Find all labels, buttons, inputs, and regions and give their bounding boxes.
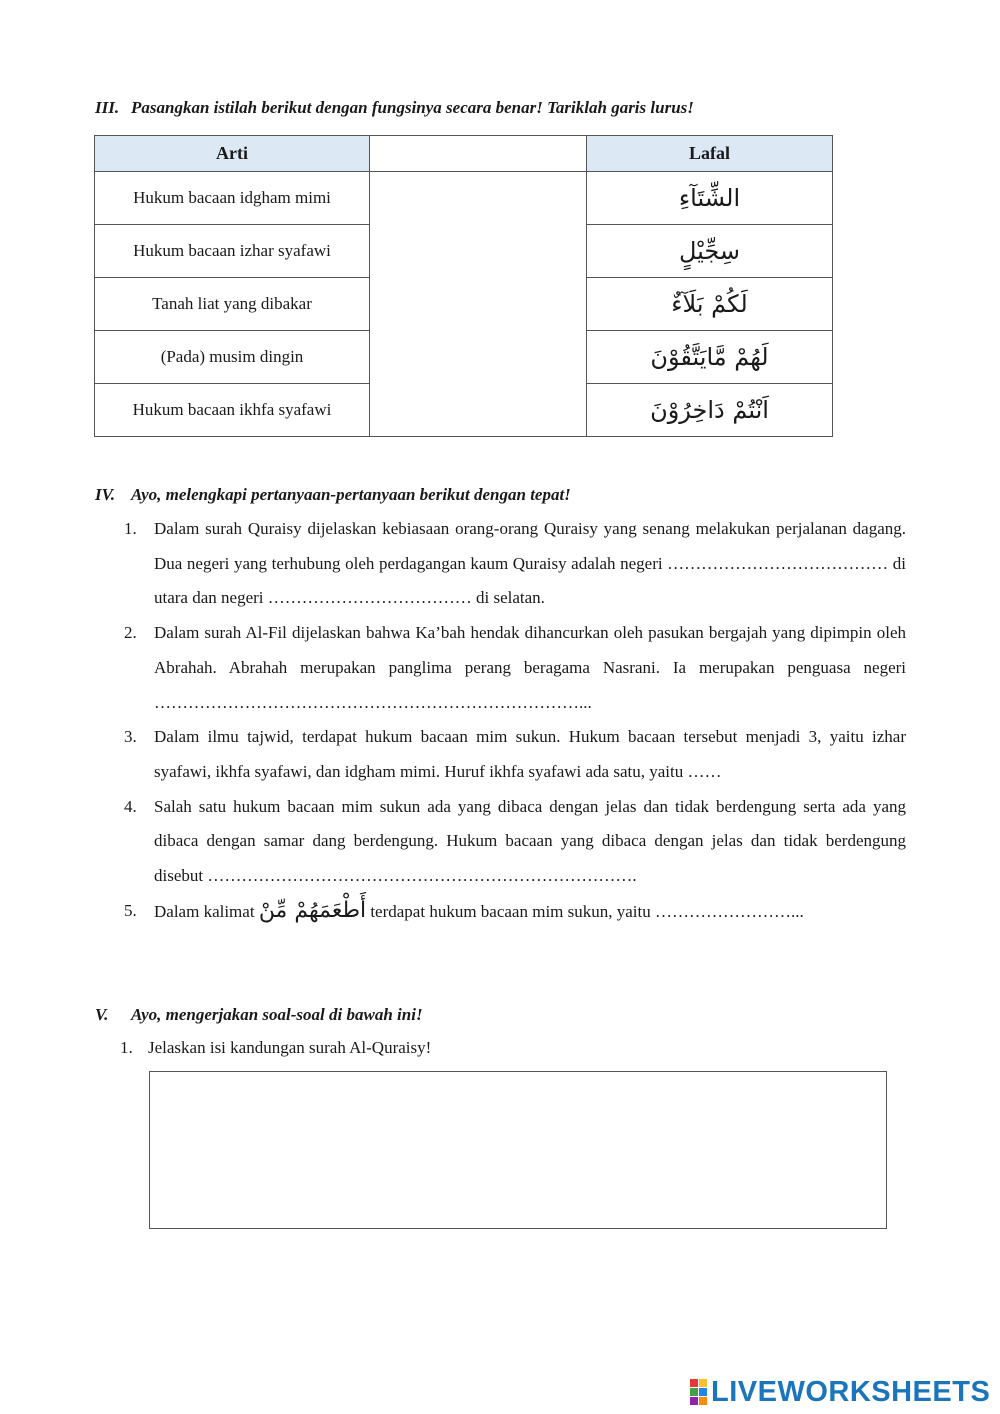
matching-line-area[interactable] bbox=[370, 172, 587, 437]
list-item bbox=[118, 894, 906, 930]
question-text: Dalam ilmu tajwid, terdapat hukum bacaan mim sukun. Hukum bacaan tersebut menjadi 3, yaitu izhar syafawi, ikhfa syafawi, dan idgham mimi. Huruf ikhfa syafawi ada satu, yaitu …… bbox=[154, 727, 906, 781]
lafal-cell[interactable]: سِجِّيْلٍ bbox=[587, 225, 833, 278]
matching-table bbox=[94, 135, 833, 437]
section-4-heading bbox=[95, 485, 571, 505]
essay-question bbox=[120, 1038, 431, 1058]
list-item bbox=[118, 616, 906, 720]
section-number: V. bbox=[95, 1005, 109, 1024]
section-title: Pasangkan istilah berikut dengan fungsinya secara benar! Tariklah garis lurus! bbox=[131, 98, 694, 117]
section-3-heading bbox=[95, 98, 694, 118]
list-item bbox=[118, 512, 906, 616]
lafal-cell[interactable]: لَكُمْ بَلَآءٌ bbox=[587, 278, 833, 331]
question-text: Jelaskan isi kandungan surah Al-Quraisy! bbox=[148, 1038, 432, 1057]
column-header-lafal: Lafal bbox=[587, 136, 833, 172]
question-number: 5. bbox=[124, 900, 137, 920]
section-title: Ayo, mengerjakan soal-soal di bawah ini! bbox=[131, 1005, 423, 1024]
question-text: Salah satu hukum bacaan mim sukun ada yang dibaca dengan jelas dan tidak berdengung serta ada yang dibaca dengan samar dang berdengung. Hukum bacaan yang dibaca dengan jelas dan tidak berdengung disebut …………………………………………………………………. bbox=[154, 796, 906, 886]
column-header-arti: Arti bbox=[95, 136, 370, 172]
section-title: Ayo, melengkapi pertanyaan-pertanyaan berikut dengan tepat! bbox=[131, 485, 571, 504]
list-item bbox=[118, 720, 906, 789]
answer-textbox[interactable] bbox=[149, 1071, 887, 1229]
lafal-cell[interactable]: اَنْتُمْ دَاخِرُوْنَ bbox=[587, 384, 833, 437]
section-number: III. bbox=[95, 98, 120, 117]
question-text-post: terdapat hukum bacaan mim sukun, yaitu ……………………... bbox=[370, 901, 804, 921]
fill-in-question-list bbox=[118, 512, 906, 929]
arti-cell[interactable]: Hukum bacaan idgham mimi bbox=[95, 172, 370, 225]
lafal-cell[interactable]: لَهُمْ مَّايَتَّقُوْنَ bbox=[587, 331, 833, 384]
section-5-heading bbox=[95, 1005, 423, 1025]
question-number: 3. bbox=[124, 727, 137, 747]
logo-mark-icon bbox=[690, 1379, 707, 1405]
arti-cell[interactable]: Tanah liat yang dibakar bbox=[95, 278, 370, 331]
arti-cell[interactable]: Hukum bacaan ikhfa syafawi bbox=[95, 384, 370, 437]
liveworksheets-logo bbox=[690, 1377, 990, 1407]
table-header-row bbox=[95, 136, 833, 172]
matching-gap-header bbox=[370, 136, 587, 172]
question-text: Dalam surah Al-Fil dijelaskan bahwa Ka’bah hendak dihancurkan oleh pasukan bergajah yang dipimpin oleh Abrahah. Abrahah merupakan panglima perang beragama Nasrani. Ia merupakan penguasa negeri …………………………………………………………………... bbox=[154, 623, 906, 712]
lafal-cell[interactable]: الشِّتَآءِ bbox=[587, 172, 833, 225]
arti-cell[interactable]: (Pada) musim dingin bbox=[95, 331, 370, 384]
question-number: 1. bbox=[124, 519, 137, 538]
arabic-phrase: أَطْعَمَهُمْ مِّنْ bbox=[258, 897, 367, 923]
question-number: 1. bbox=[120, 1038, 133, 1057]
logo-text: LIVEWORKSHEETS bbox=[711, 1375, 991, 1408]
question-number: 4. bbox=[124, 796, 137, 816]
list-item bbox=[118, 790, 906, 894]
question-text: Dalam surah Quraisy dijelaskan kebiasaan orang-orang Quraisy yang senang melakukan perjalanan dagang. Dua negeri yang terhubung oleh perdagangan kaum Quraisy adalah negeri ………………………………… di utara dan negeri ……………………………… di selatan. bbox=[154, 519, 906, 608]
arti-cell[interactable]: Hukum bacaan izhar syafawi bbox=[95, 225, 370, 278]
table-row bbox=[95, 172, 833, 225]
question-text-pre: Dalam kalimat bbox=[154, 901, 255, 921]
question-number: 2. bbox=[124, 623, 137, 643]
section-number: IV. bbox=[95, 485, 116, 504]
